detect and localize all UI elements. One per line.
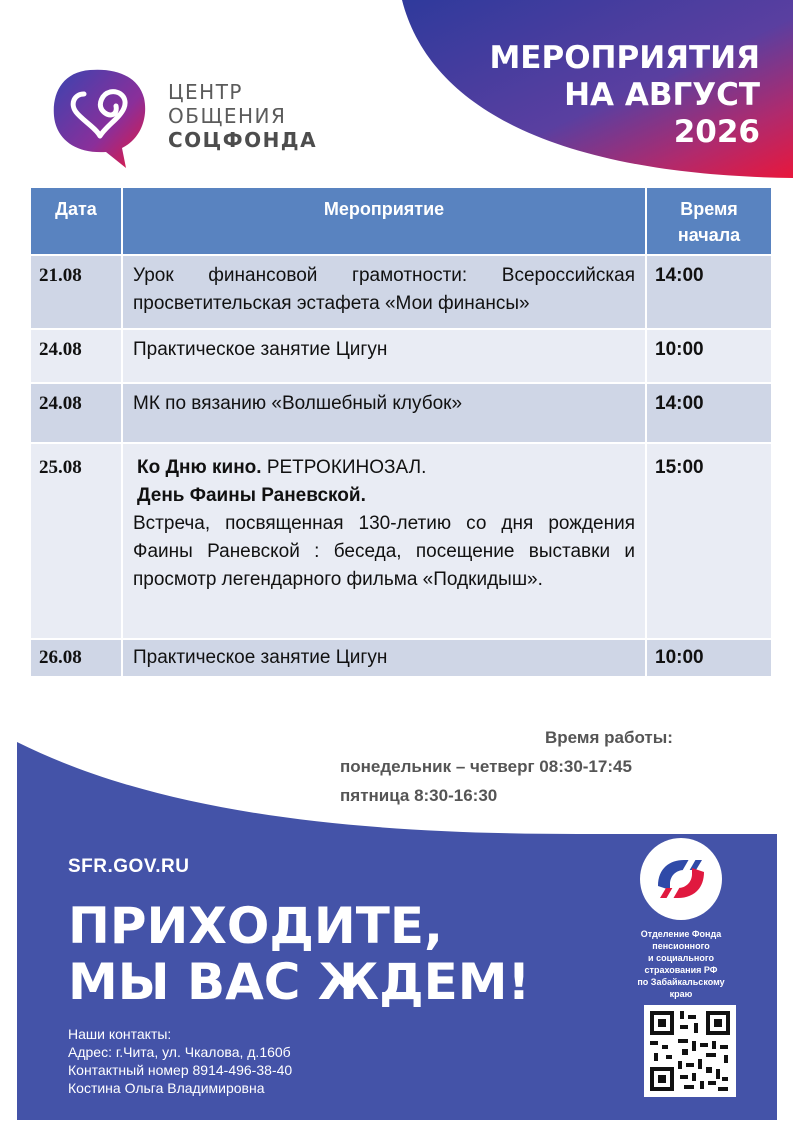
heart-speech-bubble-icon xyxy=(50,66,150,170)
contact-address: Адрес: г.Чита, ул. Чкалова, д.160б xyxy=(68,1044,291,1060)
event-title: Практическое занятие Цигун xyxy=(122,639,646,677)
event-time: 10:00 xyxy=(646,329,772,383)
event-title: МК по вязанию «Волшебный клубок» xyxy=(122,383,646,443)
table-row xyxy=(30,383,772,443)
event-time: 15:00 xyxy=(646,443,772,639)
event-title: Практическое занятие Цигун xyxy=(122,329,646,383)
event-highlight: День Фаины Раневской. xyxy=(137,485,366,506)
event-date: 25.08 xyxy=(30,443,122,639)
sfr-logo-icon xyxy=(640,838,722,920)
table-row xyxy=(30,255,772,329)
event-title xyxy=(122,443,646,639)
event-date: 21.08 xyxy=(30,255,122,329)
qr-code-icon[interactable] xyxy=(644,1005,736,1097)
events-table xyxy=(29,186,773,678)
event-description: Встреча, посвященная 130-летию со дня рождения Фаины Раневской : беседа, посещение выставки и просмотр легендарного фильма «Подкидыш». xyxy=(133,513,635,590)
table-row xyxy=(30,443,772,639)
event-title: Урок финансовой грамотности: Всероссийская просветительская эстафета «Мои финансы» xyxy=(122,255,646,329)
column-header-time: Время начала xyxy=(646,187,772,255)
work-hours-weekdays: понедельник – четверг 08:30-17:45 xyxy=(340,757,632,776)
column-header-event: Мероприятие xyxy=(122,187,646,255)
slogan: ПРИХОДИТЕ, МЫ ВАС ЖДЕМ! xyxy=(68,897,531,1011)
site-url[interactable]: SFR.GOV.RU xyxy=(68,856,190,877)
event-subtitle: РЕТРОКИНОЗАЛ. xyxy=(261,457,427,478)
contacts-title: Наши контакты: xyxy=(68,1026,172,1042)
contact-person: Костина Ольга Владимировна xyxy=(68,1080,265,1096)
work-hours-title: Время работы: xyxy=(545,728,673,747)
table-header-row xyxy=(30,187,772,255)
event-highlight: Ко Дню кино. xyxy=(137,457,262,478)
table-row xyxy=(30,329,772,383)
event-time: 14:00 xyxy=(646,255,772,329)
page-title: МЕРОПРИЯТИЯ НА АВГУСТ 2026 xyxy=(489,40,760,150)
event-date: 24.08 xyxy=(30,383,122,443)
table-row xyxy=(30,639,772,677)
contacts-block xyxy=(68,1025,292,1097)
event-time: 10:00 xyxy=(646,639,772,677)
work-hours-friday: пятница 8:30-16:30 xyxy=(340,786,498,805)
contact-phone: Контактный номер 8914-496-38-40 xyxy=(68,1062,293,1078)
column-header-date: Дата xyxy=(30,187,122,255)
event-date: 24.08 xyxy=(30,329,122,383)
event-date: 26.08 xyxy=(30,639,122,677)
event-time: 14:00 xyxy=(646,383,772,443)
org-name: Отделение Фонда пенсионного и социального страхования РФ по Забайкальскому краю xyxy=(637,929,725,999)
logo-text: ЦЕНТР ОБЩЕНИЯ СОЦФОНДА xyxy=(168,80,318,152)
